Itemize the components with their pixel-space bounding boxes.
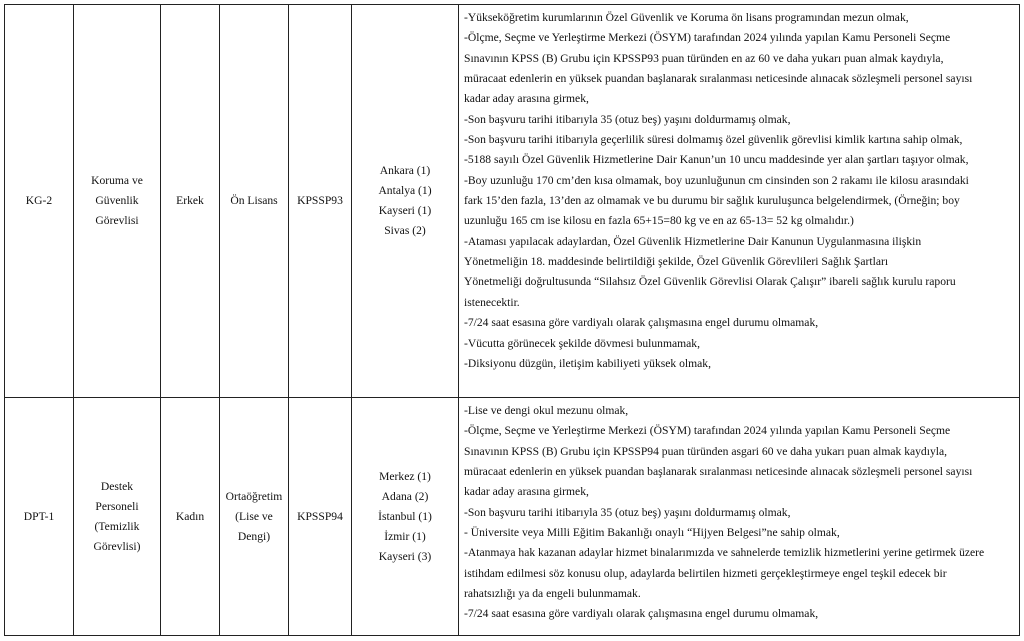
- city-quota: Merkez (1): [379, 469, 431, 483]
- position-title-line: Görevlisi: [95, 214, 139, 227]
- requirement-line: Sınavının KPSS (B) Grubu için KPSSP93 puan türünden en az 60 ve daha yukarı puan almak kaydıyla,: [464, 51, 944, 65]
- requirement-line: -Vücutta görünecek şekilde dövmesi bulunmamak,: [464, 336, 700, 350]
- city-quota: İzmir (1): [384, 529, 426, 543]
- gender: Erkek: [161, 5, 220, 398]
- city-quota: İstanbul (1): [378, 509, 432, 523]
- education-line: Dengi): [237, 529, 271, 543]
- requirements-cell: [459, 398, 1020, 636]
- requirement-line: -Yükseköğretim kurumlarının Özel Güvenlik ve Koruma ön lisans programından mezun olmak,: [464, 11, 909, 24]
- position-title-line: Personeli: [95, 499, 139, 513]
- requirement-line: kadar aday arasına girmek,: [464, 485, 589, 499]
- requirement-line: istihdam edilmesi söz konusu olup, adaylarda belirtilen hizmeti gerçekleştirmeye engel teşkil edecek bir: [464, 566, 947, 580]
- position-code: KG-2: [5, 5, 74, 398]
- city-quota: Kayseri (3): [378, 549, 432, 563]
- gender: Kadın: [161, 398, 220, 636]
- requirement-line: -Son başvuru tarihi itibarıyla 35 (otuz beş) yaşını doldurmamış olmak,: [464, 112, 791, 126]
- score-type: KPSSP94: [289, 398, 352, 636]
- table-row: [5, 398, 1020, 636]
- requirement-line: -Lise ve dengi okul mezunu olmak,: [464, 404, 629, 417]
- education-line: Ortaöğretim: [225, 489, 283, 503]
- requirement-line: -Boy uzunluğu 170 cm’den kısa olmamak, boy uzunluğunun cm cinsinden son 2 rakamı ile kilosu arasındaki: [464, 173, 969, 187]
- requirement-line: istenecektir.: [464, 295, 520, 309]
- requirement-line: uzunluğu 165 cm ise kilosu en fazla 65+15=80 kg ve en az 65-13= 52 kg olmalıdır.): [464, 214, 854, 228]
- city-quota: Ankara (1): [379, 164, 431, 177]
- score-type: KPSSP93: [289, 5, 352, 398]
- table-row: [5, 5, 1020, 398]
- position-title-line: (Temizlik: [94, 519, 140, 533]
- requirement-line: -Ataması yapılacak adaylardan, Özel Güvenlik Hizmetlerine Dair Kanunun Uygulanmasına ilişkin: [464, 234, 922, 248]
- position-title-line: Destek: [100, 479, 134, 493]
- position-title-line: Görevlisi): [93, 539, 141, 553]
- requirement-line: Sınavının KPSS (B) Grubu için KPSSP94 puan türünden asgari 60 ve daha yukarı puan almak kaydıyla,: [464, 444, 948, 458]
- city-quota: Antalya (1): [378, 184, 432, 197]
- education-line: (Lise ve: [235, 509, 273, 523]
- requirement-line: Yönetmeliği doğrultusunda “Silahsız Özel Güvenlik Görevlisi Olarak Çalışır” ibareli sağlık kurulu raporu: [464, 275, 956, 289]
- requirement-line: -Atanmaya hak kazanan adaylar hizmet binalarımızda ve sahnelerde temizlik hizmetlerini yerine getirmek üzere: [464, 546, 985, 560]
- requirement-line: -5188 sayılı Özel Güvenlik Hizmetlerine Dair Kanun’un 10 uncu maddesinde yer alan şartları taşıyor olmak,: [464, 153, 969, 167]
- requirement-line: Yönetmeliğin 18. maddesinde belirtildiği şekilde, Özel Güvenlik Görevlileri Sağlık Şartları: [464, 255, 889, 269]
- position-title: [74, 5, 161, 398]
- requirement-line: müracaat edenlerin en yüksek puandan başlanarak sıralanması neticesinde alınacak sözleşmeli personel sayısı: [464, 72, 973, 86]
- requirement-line: -Ölçme, Seçme ve Yerleştirme Merkezi (ÖSYM) tarafından 2024 yılında yapılan Kamu Personeli Seçme: [464, 424, 951, 438]
- position-title-line: Koruma ve: [91, 174, 143, 187]
- requirements-cell: [459, 5, 1020, 398]
- position-title: [74, 398, 161, 636]
- city-quota: Kayseri (1): [378, 204, 432, 217]
- city-quota: Sivas (2): [384, 224, 426, 237]
- requirement-line: -Diksiyonu düzgün, iletişim kabiliyeti yüksek olmak,: [464, 356, 711, 370]
- position-code: DPT-1: [5, 398, 74, 636]
- requirement-line: -7/24 saat esasına göre vardiyalı olarak çalışmasına engel durumu olmamak,: [464, 316, 819, 330]
- city-quota-list: [352, 5, 459, 398]
- requirement-line: rahatsızlığı ya da engeli bulunmamak.: [464, 587, 641, 601]
- requirement-line: -7/24 saat esasına göre vardiyalı olarak çalışmasına engel durumu olmamak,: [464, 607, 819, 621]
- positions-table: [4, 4, 1020, 636]
- requirement-line: fark 15’den fazla, 13’den az olmamak ve bu durumu bir sağlık kuruluşunca belgelendirmek, (Örneğin; boy: [464, 194, 960, 208]
- requirement-line: -Son başvuru tarihi itibarıyla 35 (otuz beş) yaşını doldurmamış olmak,: [464, 505, 791, 519]
- requirement-line: - Üniversite veya Milli Eğitim Bakanlığı onaylı “Hijyen Belgesi”ne sahip olmak,: [464, 526, 840, 540]
- requirement-line: kadar aday arasına girmek,: [464, 92, 589, 106]
- education-level: [220, 5, 289, 398]
- requirement-line: müracaat edenlerin en yüksek puandan başlanarak sıralanması neticesinde alınacak sözleşmeli personel sayısı: [464, 465, 973, 479]
- requirement-line: -Son başvuru tarihi itibarıyla geçerlilik süresi dolmamış özel güvenlik görevlisi kimlik kartına sahip olmak,: [464, 133, 963, 147]
- education-line: Ön Lisans: [230, 194, 278, 207]
- education-level: [220, 398, 289, 636]
- requirement-line: -Ölçme, Seçme ve Yerleştirme Merkezi (ÖSYM) tarafından 2024 yılında yapılan Kamu Personeli Seçme: [464, 31, 951, 45]
- city-quota-list: [352, 398, 459, 636]
- position-title-line: Güvenlik: [95, 194, 139, 207]
- city-quota: Adana (2): [381, 489, 429, 503]
